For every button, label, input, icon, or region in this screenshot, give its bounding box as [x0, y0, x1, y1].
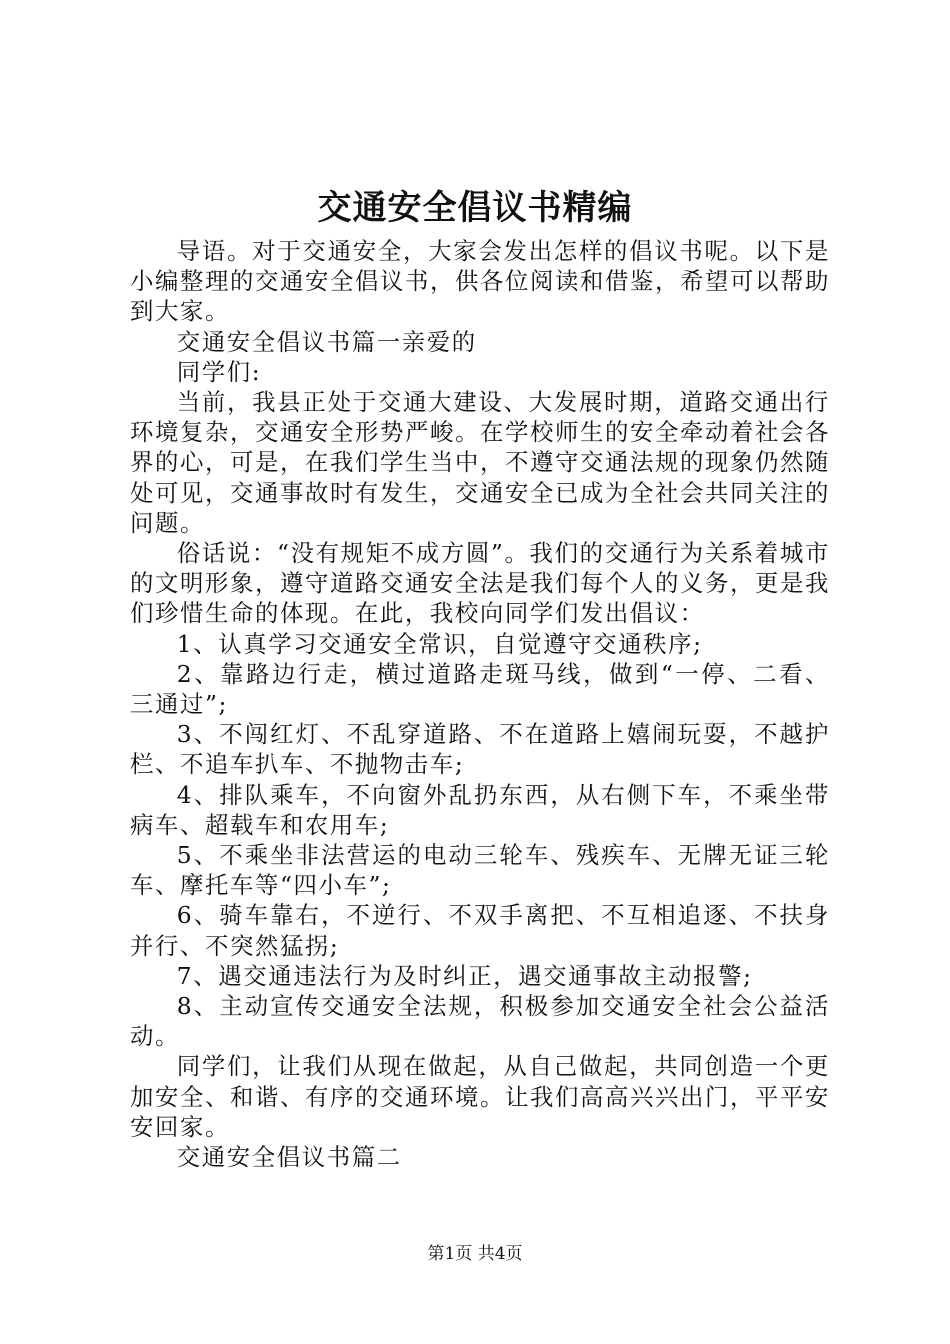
paragraph-salutation: 同学们: — [176, 357, 262, 386]
list-item: 8、主动宣传交通安全法规，积极参加交通安全社会公益活动。 — [130, 992, 830, 1051]
paragraph-body: 当前，我县正处于交通大建设、大发展时期，道路交通出行环境复杂，交通安全形势严峻。在学校师生的安全牵动着社会各界的心，可是，在我们学生当中，不遵守交通法规的现象仍然随处可见，交通事故时有发生，交通安全已成为全社会共同关注的问题。 — [130, 388, 830, 537]
paragraph-section-heading-2: 交通安全倡议书篇二 — [176, 1143, 402, 1172]
paragraph-section-heading-1: 交通安全倡议书篇一亲爱的 — [176, 327, 477, 356]
paragraph-closing: 同学们，让我们从现在做起，从自己做起，共同创造一个更加安全、和谐、有序的交通环境。让我们高高兴兴出门，平平安安回家。 — [130, 1052, 830, 1141]
list-item: 3、不闯红灯、不乱穿道路、不在道路上嬉闹玩耍，不越护栏、不追车扒车、不抛物击车; — [130, 720, 830, 779]
list-item: 1、认真学习交通安全常识，自觉遵守交通秩序; — [176, 629, 703, 658]
list-item: 7、遇交通违法行为及时纠正，遇交通事故主动报警; — [176, 961, 753, 990]
list-item: 6、骑车靠右，不逆行、不双手离把、不互相追逐、不扶身并行、不突然猛拐; — [130, 901, 830, 960]
document-title: 交通安全倡议书精编 — [317, 188, 633, 228]
page-indicator: 第1页 共4页 — [427, 1244, 523, 1264]
document-body — [130, 236, 830, 1172]
paragraph-intro: 导语。对于交通安全，大家会发出怎样的倡议书呢。以下是小编整理的交通安全倡议书，供各位阅读和借鉴，希望可以帮助到大家。 — [130, 237, 830, 326]
list-item: 2、靠路边行走，横过道路走斑马线，做到“一停、二看、三通过”; — [130, 659, 830, 719]
list-item: 4、排队乘车，不向窗外乱扔东西，从右侧下车，不乘坐带病车、超载车和农用车; — [130, 780, 830, 839]
list-item: 5、不乘坐非法营运的电动三轮车、残疾车、无牌无证三轮车、摩托车等“四小车”; — [130, 841, 830, 900]
paragraph-body: 俗话说：“没有规矩不成方圆”。我们的交通行为关系着城市的文明形象，遵守道路交通安全法是我们每个人的义务，更是我们珍惜生命的体现。在此，我校向同学们发出倡议： — [130, 539, 830, 628]
